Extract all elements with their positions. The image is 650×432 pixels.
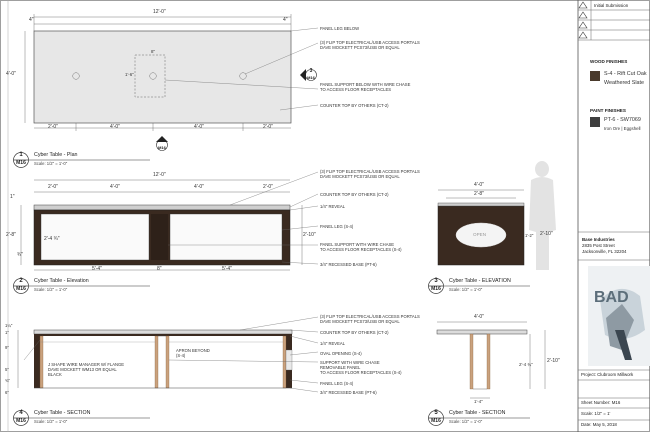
view2-sheet: M16 — [16, 286, 26, 292]
view3-title: Cyber Table - ELEVATION — [449, 278, 511, 284]
sheet-number: Sheet Number: M16 — [581, 400, 621, 405]
view1-title: Cyber Table - Plan — [34, 152, 78, 158]
sec-dim-1: 1¼" — [5, 323, 13, 328]
plan-marker-num: 3 — [309, 68, 313, 74]
view3-sheet: M16 — [431, 286, 441, 292]
plan-note-countertop: COUNTER TOP BY OTHERS (CT-2) — [320, 103, 389, 108]
paint-code: PT-6 - SW7069 — [604, 117, 641, 123]
project-name: Project: Clubroom Millwork — [581, 372, 634, 377]
view1-number: 1 — [19, 152, 23, 158]
plan-note-support-1: PANEL SUPPORT BELOW WITH WIRE CHASE — [320, 82, 411, 87]
sec-dim-3: 9" — [5, 345, 9, 350]
view4-number: 4 — [19, 410, 23, 416]
elev-note-leg: PANEL LEG (S-4) — [320, 224, 354, 229]
wood-code: S-4 - Rift Cut Oak — [604, 71, 647, 77]
company-name: Base Industries — [582, 237, 615, 242]
elev-note-portal-2: DAVE MOCKETT PCS73/USB OR EQUAL — [320, 174, 400, 179]
end-height: 2'-10" — [540, 231, 553, 237]
company-street: 2835 Post Street — [582, 243, 615, 248]
plan-edge-left: 4" — [29, 17, 34, 23]
elev-h3: 2'-10" — [303, 232, 316, 238]
sec-apron-1: APRON BEYOND — [176, 348, 210, 353]
elev-height: 2'-8" — [6, 232, 16, 238]
wood-finishes-title: WOOD FINISHES — [590, 59, 628, 64]
plan-seg-1: 2'-0" — [48, 124, 58, 130]
view5-scale: Scale: 1/2" = 1'-0" — [449, 419, 483, 424]
plan-countertop — [34, 31, 291, 123]
view5-sheet: M16 — [431, 418, 441, 424]
view1-sheet: M16 — [16, 160, 26, 166]
sec-wire-1: J SHAPE WIRE MANAGER W/ FLANGE — [48, 362, 125, 367]
view2-number: 2 — [19, 278, 23, 284]
view2-scale: Scale: 1/2" = 1'-0" — [34, 287, 68, 292]
sec-wire-2: DAVE MOCKETT WM13 OR EQUAL — [48, 367, 117, 372]
sec-note-base: 3/4" RECESSED BASE (PT-6) — [320, 390, 377, 395]
sec-dim-2: 1" — [5, 330, 9, 335]
sec-wire-3: BLACK — [48, 372, 62, 377]
view3-number: 3 — [434, 278, 438, 284]
sec-note-oval: OVAL OPENING (S-4) — [320, 351, 362, 356]
plan-overall-dim: 12'-0" — [153, 9, 166, 15]
plan-view — [25, 14, 318, 151]
elev-lower-1: 5'-4" — [92, 266, 102, 272]
elev-base: ¾" — [17, 252, 23, 258]
view4-title: Cyber Table - SECTION — [34, 410, 91, 416]
sec-note-portal-1: (3) FLIP TOP ELECTRICAL/USB ACCESS PORTALS — [320, 314, 420, 319]
plan-note-portal-1: (3) FLIP TOP ELECTRICAL/USB ACCESS PORTALS — [320, 40, 420, 45]
sec-note-portal-2: DAVE MOCKETT PCS73/USB OR EQUAL — [320, 319, 400, 324]
elev-note-support-1: PANEL SUPPORT WITH WIRE CHASE — [320, 242, 395, 247]
elev-seg-4: 2'-0" — [263, 184, 273, 190]
sec-note-reveal: 1/4" REVEAL — [320, 341, 345, 346]
sec-dim-5: ¾" — [5, 378, 10, 383]
section5-view — [437, 322, 545, 398]
company-logo — [588, 266, 650, 366]
sec-dim-4: 5" — [5, 367, 9, 372]
wood-swatch — [590, 71, 600, 81]
section-view — [18, 317, 318, 392]
plan-seg-2: 4'-0" — [110, 124, 120, 130]
plan-box-h: 1'-6" — [125, 72, 134, 77]
elev-note-reveal: 1/4" REVEAL — [320, 204, 345, 209]
revision-1: Initial Submission — [594, 3, 629, 8]
sec-note-support: SUPPORT WITH WIRE CHASE — [320, 360, 380, 365]
sec-apron-2: (S-4) — [176, 353, 186, 358]
end-oval-label: OPEN — [473, 232, 487, 237]
plan-box-w: 8" — [151, 49, 156, 54]
elevation-view — [21, 172, 318, 270]
paint-finishes-title: PAINT FINISHES — [590, 108, 626, 113]
elev-note-countertop: COUNTER TOP BY OTHERS (CT-2) — [320, 192, 389, 197]
plan-edge-right: 4" — [283, 17, 288, 23]
plan-marker-sheet: M16 — [307, 75, 315, 80]
end-elevation-view — [438, 161, 556, 270]
elev-note-support-2: TO ACCESS FLOOR RECEPTACLES (S-4) — [320, 247, 402, 252]
wood-desc: Weathered Slate — [604, 80, 645, 86]
sec-note-leg: PANEL LEG (S-4) — [320, 381, 354, 386]
person-silhouette — [529, 161, 556, 270]
paint-desc: Iron Ore | Eggshell — [604, 126, 641, 131]
view4-scale: Scale: 1/2" = 1'-0" — [34, 419, 68, 424]
view4-sheet: M16 — [16, 418, 26, 424]
sheet-date: Date: May 5, 2018 — [581, 422, 617, 427]
elev-lower-2: 8" — [157, 266, 162, 272]
elev-seg-2: 4'-0" — [110, 184, 120, 190]
elev-note-base: 3/4" RECESSED BASE (PT-6) — [320, 262, 377, 267]
sheet-scale: Scale: 1/2" = 1' — [581, 411, 611, 416]
end-inner: 2'-8" — [474, 191, 484, 197]
plan-height-dim: 4'-0" — [6, 71, 16, 77]
plan-marker2-sheet: M16 — [158, 145, 166, 150]
elev-top: 1" — [10, 194, 15, 200]
elev-h2: 2'-4 ¾" — [44, 236, 60, 242]
plan-note-portal-2: DAVE MOCKETT PCS73/USB OR EQUAL — [320, 45, 400, 50]
logo-lettering: BAD — [594, 289, 629, 306]
end-side: 1'-2" — [525, 233, 534, 238]
plan-seg-3: 4'-0" — [194, 124, 204, 130]
elev-seg-3: 4'-0" — [194, 184, 204, 190]
elev-lower-3: 5'-4" — [222, 266, 232, 272]
elev-note-portal-1: (3) FLIP TOP ELECTRICAL/USB ACCESS PORTALS — [320, 169, 420, 174]
elev-overall-dim: 12'-0" — [153, 172, 166, 178]
view3-scale: Scale: 1/2" = 1'-0" — [449, 287, 483, 292]
plan-note-support-2: TO ACCESS FLOOR RECEPTACLES — [320, 87, 392, 92]
sec-note-countertop: COUNTER TOP BY OTHERS (CT-2) — [320, 330, 389, 335]
plan-note-leg: PANEL LEG BELOW — [320, 26, 360, 31]
sec-note-panel: REMOVABLE PANEL — [320, 365, 361, 370]
plan-marker2-num: 2 — [160, 138, 164, 144]
company-city: Jacksonville, FL 32204 — [582, 249, 627, 254]
view2-title: Cyber Table - Elevation — [34, 278, 89, 284]
sec-note-access: TO ACCESS FLOOR RECEPTACLES (S-4) — [320, 370, 402, 375]
elev-countertop — [34, 205, 290, 210]
plan-seg-4: 2'-0" — [263, 124, 273, 130]
sec5-h1: 2'-4 ¾" — [519, 362, 533, 367]
end-width: 4'-0" — [474, 182, 484, 188]
view1-scale: Scale: 1/2" = 1'-0" — [34, 161, 68, 166]
view5-title: Cyber Table - SECTION — [449, 410, 506, 416]
sec5-bottom: 1'-4" — [474, 399, 483, 404]
sec-dim-6: 6" — [5, 390, 9, 395]
elev-seg-1: 2'-0" — [48, 184, 58, 190]
view5-number: 5 — [434, 410, 438, 416]
paint-swatch — [590, 117, 600, 127]
sec5-width: 4'-0" — [474, 314, 484, 320]
sec5-h2: 2'-10" — [547, 358, 560, 364]
